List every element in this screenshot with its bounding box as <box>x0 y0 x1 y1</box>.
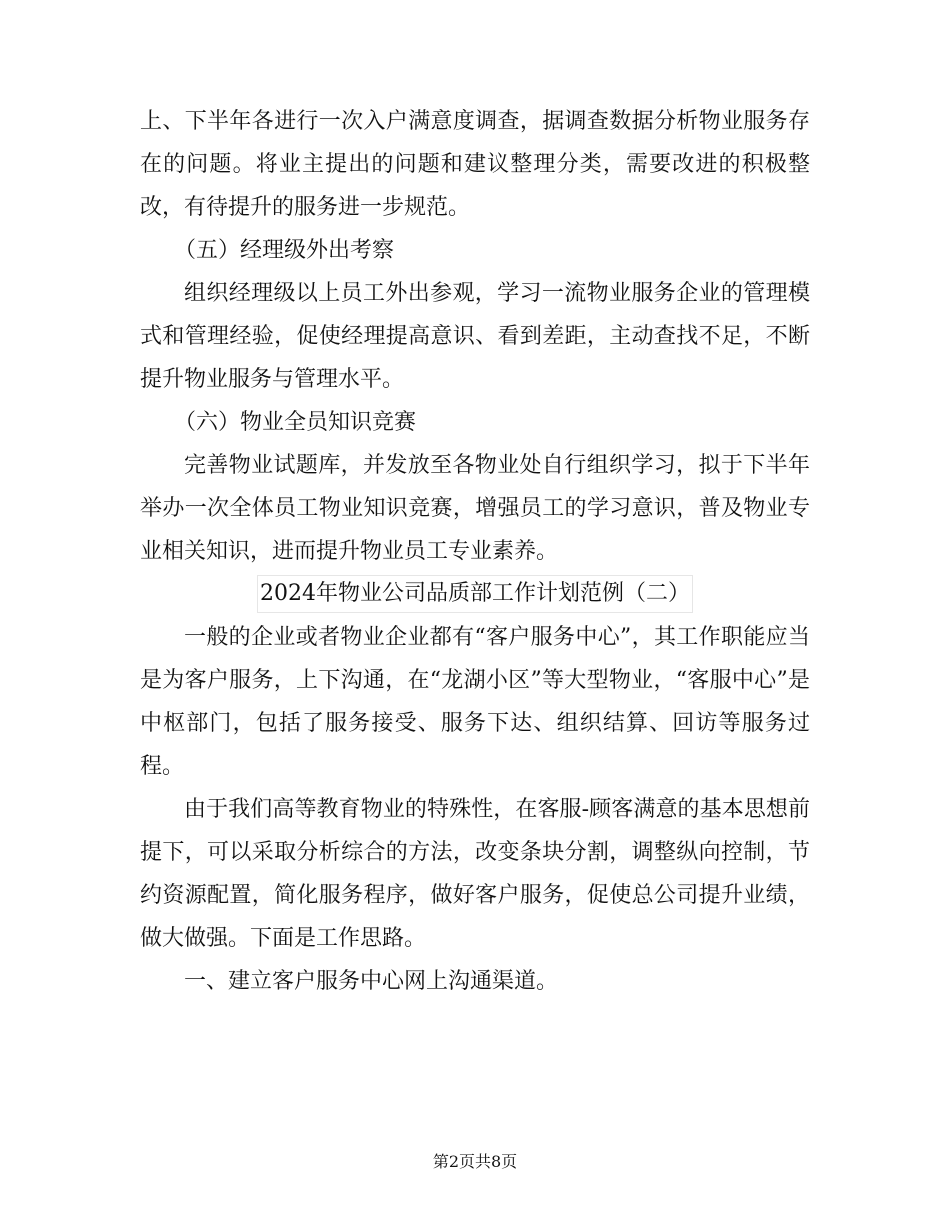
paragraph-survey: 上、下半年各进行一次入户满意度调查，据调查数据分析物业服务存在的问题。将业主提出的问题和建议整理分类，需要改进的积极整改，有待提升的服务进一步规范。 <box>140 109 810 220</box>
paragraph-study-tour: 组织经理级以上员工外出参观，学习一流物业服务企业的管理模式和管理经验，促使经理提高意识、看到差距，主动查找不足，不断提升物业服务与管理水平。 <box>140 281 810 392</box>
paragraph-knowledge-contest: 完善物业试题库，并发放至各物业处自行组织学习，拟于下半年举办一次全体员工物业知识竞赛，增强员工的学习意识，普及物业专业相关知识，进而提升物业员工专业素养。 <box>140 453 810 564</box>
page-number-footer: 第2页共8页 <box>432 1152 518 1171</box>
document-body <box>140 100 810 1003</box>
paragraph-customer-service-center: 一般的企业或者物业企业都有“客户服务中心”，其工作职能应当是为客户服务，上下沟通，在“龙湖小区”等大型物业，“客服中心”是中枢部门，包括了服务接受、服务下达、组织结算、回访等服务过程。 <box>140 625 810 779</box>
paragraph-work-approach: 由于我们高等教育物业的特殊性，在客服-顾客满意的基本思想前提下，可以采取分析综合的方法，改变条块分割，调整纵向控制，节约资源配置，简化服务程序，做好客户服务，促使总公司提升业绩，做大做强。下面是工作思路。 <box>140 797 810 951</box>
subheading-manager-study-tour: （五）经理级外出考察 <box>174 238 395 263</box>
subheading-knowledge-contest: （六）物业全员知识竞赛 <box>174 410 417 435</box>
paragraph-online-channel: 一、建立客户服务中心网上沟通渠道。 <box>184 969 559 994</box>
section-title <box>140 573 810 616</box>
section-title-text: 2024年物业公司品质部工作计划范例（二） <box>257 575 693 613</box>
